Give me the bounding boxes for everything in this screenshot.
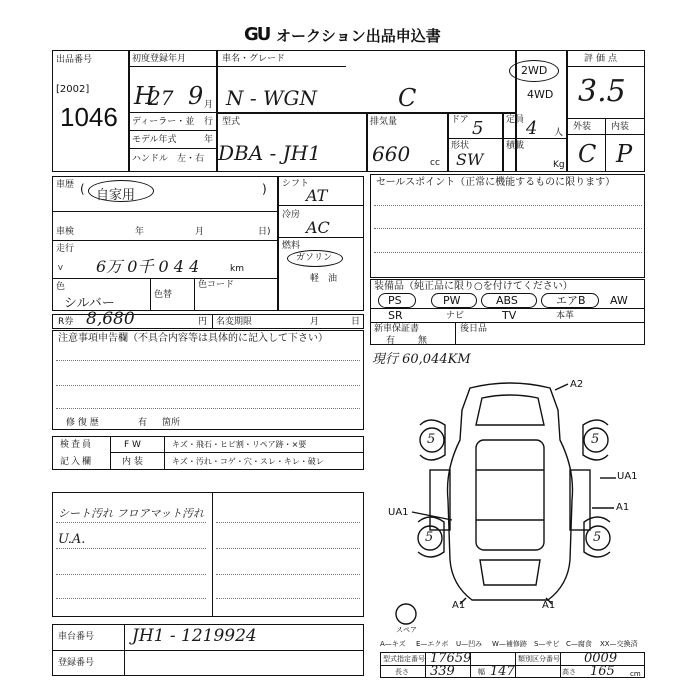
registration-label: 登録番号 [58,658,95,668]
fuel-gas: ガソリン [296,253,333,263]
sales-label: セールスポイント（正常に機能するものに限ります） [376,177,616,188]
ac-label: 冷房 [282,210,301,220]
warranty-label: 新車保証書 [374,324,420,334]
mark-a1-bottom-right: A1 [542,600,556,611]
score-label: 評価点 [584,54,621,64]
fuel-label: 燃料 [282,241,301,251]
shift-value: AT [306,186,328,205]
repair-value: 有 [138,418,148,428]
car-name: N - WGN [226,86,318,110]
category-label: 類別区分番号 [518,655,560,663]
int-score: P [616,140,633,168]
name-change-unit: 月 [310,317,320,327]
displacement-label: 排気量 [370,117,398,127]
color-value: シルバー [64,296,115,311]
drive-4wd: 4WD [527,88,554,101]
checker-fw-items: キズ・飛石・ヒビ割・リペア跡・×要 [172,440,307,449]
chassis-value: JH1 - 1219924 [132,626,257,646]
model-label: 型式 [222,117,241,127]
repair-label: 修 復 歴 [66,418,99,428]
legend-e: E—エクボ [416,640,449,648]
mileage-unit: km [230,264,244,274]
dealer-unit: 行 [204,117,214,127]
wheel-rr: 5 [593,530,602,545]
color-code-label: 色コード [198,280,235,290]
form-value: 17659 [430,651,472,666]
equip-airbag: エアB [556,294,586,307]
equipment-label: 装備品（純正品に限り○を付けてください） [374,281,573,292]
form-label: 型式指定番号 [383,655,425,663]
drive-2wd: 2WD [521,64,548,77]
usage-paren-l: ( [80,182,85,196]
reg-year: H [134,82,155,110]
capacity-unit: 人 [554,128,564,138]
equip-sr: SR [388,309,403,322]
displacement-unit: cc [430,158,440,168]
recycle-unit: 円 [198,317,208,327]
reg-day: 9 [188,82,204,110]
model-value: DBA - JH1 [218,141,321,165]
doors-value: 5 [472,118,484,139]
checker-label: 検査員 [60,440,94,450]
shape-value: SW [456,150,484,169]
repair-unit: 箇所 [162,418,181,428]
page-title: オークション出品申込書 [276,27,441,45]
width-label: 幅 [478,668,485,676]
ac-value: AC [306,218,330,237]
model-year-label: モデル年式 [132,135,177,145]
length-label: 長さ [395,668,409,676]
model-year-unit: 年 [204,135,214,145]
inspection-month: 月 [195,227,205,237]
name-change-day: 日 [351,317,361,327]
sales-point-block [370,174,645,278]
checker-int-items: キズ・汚れ・コゲ・穴・スレ・キレ・破レ [172,457,324,466]
mileage-value: 6万 0千 0 4 4 [96,257,200,276]
equip-ps: PS [388,294,402,307]
equip-pw: PW [443,294,461,307]
recycle-value: 8,680 [86,309,135,329]
equip-leather: 本革 [556,311,575,321]
color-label: 色 [56,282,66,292]
wheel-rl: 5 [425,530,434,545]
mark-ua1-right: UA1 [617,471,638,482]
equip-tv: TV [502,309,517,322]
comment-line-2: U.A. [58,532,86,547]
lot-label: 出品番号 [56,55,93,65]
ext-label: 外装 [573,122,592,132]
mark-a1-bottom-left: A1 [452,600,466,611]
legend-w: W—補修跡 [492,640,527,648]
legend-c: C—腐食 [566,640,592,648]
checker-fw-label: F W [124,440,141,450]
color-change-label: 色替 [154,290,173,300]
recycle-label: R券 [58,317,74,327]
load-label: 積載 [506,141,525,151]
legend-a: A—キズ [380,640,406,648]
ext-score: C [578,140,597,168]
displacement-value: 660 [372,142,411,166]
checker-int-label: 内 装 [122,457,143,467]
legend-u: U—凹み [456,640,483,648]
mark-ua1-left: UA1 [388,507,409,518]
inspection-year: 年 [135,227,145,237]
equip-aw: AW [610,294,628,307]
int-label: 内装 [611,122,630,132]
car-grade: C [398,84,417,112]
car-label: 車名・グレード [222,54,286,64]
mileage-label: 走行 [56,244,75,254]
load-unit: Kg [553,160,565,170]
shape-label: 形状 [451,141,470,151]
usage-value: 自家用 [96,188,136,203]
notes-label: 注意事項申告欄（不具合内容等は具体的に記入して下さい） [58,333,328,344]
wheel-fl: 5 [427,432,436,447]
mark-a1-right: A1 [616,502,630,513]
warranty-after: 後日品 [460,324,488,334]
height-value: 165 [590,664,615,679]
inspection-label: 車検 [56,227,75,237]
inspection-day: 日) [258,227,271,237]
lot-sub: [2002] [56,84,90,95]
checker-record-label: 記入欄 [60,457,94,467]
notes-block [52,330,364,430]
equip-abs: ABS [496,294,518,307]
mileage-sub: V [58,264,63,272]
height-label: 高さ [562,668,576,676]
mark-a2: A2 [570,379,584,390]
capacity-label: 定員 [506,115,525,125]
reg-month: 27 [148,86,174,110]
name-change-label: 名変期限 [216,317,253,327]
length-value: 339 [430,664,455,679]
legend-s: S—サビ [534,640,560,648]
score-value: 3.5 [578,74,626,109]
fuel-diesel: 軽 油 [310,274,338,284]
wheel-fr: 5 [591,432,600,447]
reg-label: 初度登録年月 [132,54,187,64]
category-value: 0009 [584,651,618,666]
handle-label: ハンドル 左・右 [132,154,205,164]
chassis-label: 車台番号 [58,632,95,642]
usage-paren-r: ) [262,182,267,196]
logo-mark: GU [244,24,270,45]
usage-label: 車歴 [56,180,75,190]
spare-label: スペア [396,626,417,634]
legend-xx: XX—交換済 [600,640,638,648]
equip-navi: ナビ [446,311,465,321]
damage-legend [380,640,650,650]
doors-label: ドア [451,115,469,125]
shift-label: シフト [282,179,310,189]
warranty-yes: 有 [386,336,396,346]
cm-unit: cm [630,670,641,678]
width-value: 147 [490,664,515,679]
reg-month-unit: 月 [204,100,214,110]
odo-note: 現行 60,044KM [372,352,471,367]
lot-number: 1046 [60,102,118,132]
capacity-value: 4 [526,118,538,139]
warranty-no: 無 [418,336,428,346]
dealer-label: ディーラー・並 [132,117,195,127]
comment-line-1: シート汚れ フロアマット汚れ [58,507,205,520]
